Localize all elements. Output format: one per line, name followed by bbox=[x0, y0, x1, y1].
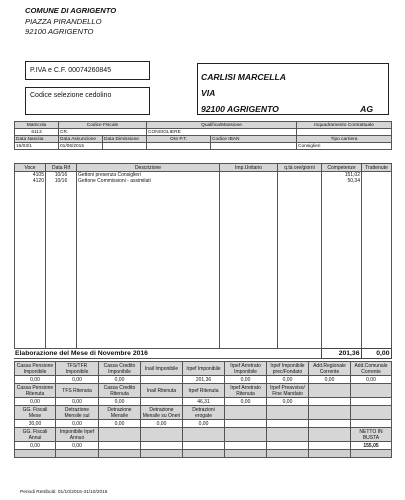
voices-ritr-column bbox=[362, 172, 392, 347]
info-header-assunzione: Data Assunzione bbox=[59, 136, 103, 143]
summary-value bbox=[141, 442, 183, 450]
voices-header-competenze: Competenze bbox=[322, 164, 362, 172]
summary-value bbox=[351, 420, 392, 428]
summary-value bbox=[99, 442, 141, 450]
summary-value: 0,00 bbox=[141, 420, 183, 428]
summary-filler bbox=[15, 450, 56, 458]
info-ore bbox=[147, 143, 211, 150]
summary-filler bbox=[141, 450, 183, 458]
summary-label bbox=[141, 428, 183, 442]
summary-value: 0,00 bbox=[99, 398, 141, 406]
selection-code-box: Codice selezione cedolino bbox=[25, 87, 150, 115]
summary-label: Cassa Credito Ritenuta bbox=[99, 384, 141, 398]
voices-code-column bbox=[15, 172, 46, 347]
summary-label: Add.Comunale Corrente bbox=[351, 362, 392, 376]
voices-table bbox=[14, 163, 392, 349]
summary-label: TFS/TFR Imponibile bbox=[56, 362, 99, 376]
employer-city: 92100 AGRIGENTO bbox=[25, 27, 94, 36]
summary-label: Cassa Pensione Ritenuta bbox=[15, 384, 56, 398]
summary-label: Irpef Ritenuta bbox=[183, 384, 225, 398]
voices-header-data: Data Rif bbox=[46, 164, 77, 172]
summary-label: Cassa Pensione Imponibile bbox=[15, 362, 56, 376]
summary-label bbox=[267, 406, 309, 420]
summary-table bbox=[14, 361, 392, 458]
summary-label: Irpef Arretrato Imponibile bbox=[225, 362, 267, 376]
voice-code: 4120 bbox=[32, 178, 44, 184]
info-qualifica: CONSIGLIERE bbox=[147, 129, 297, 136]
net-pay-value: 155,05 bbox=[351, 442, 392, 450]
summary-value: 0,00 bbox=[56, 376, 99, 384]
summary-label: Imponibile Irpef Annuo bbox=[56, 428, 99, 442]
summary-value: 0,00 bbox=[56, 442, 99, 450]
summary-label bbox=[309, 406, 351, 420]
info-header-carriera: Tipo carriera bbox=[297, 136, 392, 143]
summary-value: 0,00 bbox=[309, 376, 351, 384]
summary-filler bbox=[56, 450, 99, 458]
summary-value: 201,36 bbox=[183, 376, 225, 384]
recipient-province: AG bbox=[360, 104, 373, 114]
voice-description: Gettoni presenza Consiglieri bbox=[78, 172, 141, 178]
voice-date: 10/16 bbox=[54, 178, 68, 184]
voices-header-trattenute: Trattenute bbox=[362, 164, 392, 172]
summary-value bbox=[309, 420, 351, 428]
footer-period: Periodi Retribuiti: 01/10/2016-31/10/2016 bbox=[20, 490, 108, 495]
summary-label: TFS Ritenuta bbox=[56, 384, 99, 398]
summary-value bbox=[225, 442, 267, 450]
summary-filler bbox=[99, 450, 141, 458]
employer-header bbox=[25, 6, 116, 38]
voice-date: 10/16 bbox=[54, 172, 68, 178]
summary-label bbox=[225, 428, 267, 442]
voices-header-voce: Voce bbox=[15, 164, 46, 172]
voices-header-unitario: Imp.Unitario bbox=[220, 164, 278, 172]
summary-value bbox=[309, 442, 351, 450]
summary-value bbox=[183, 442, 225, 450]
summary-label bbox=[351, 384, 392, 398]
employee-info-table bbox=[14, 121, 392, 150]
total-trattenute: 0,00 bbox=[361, 349, 391, 359]
voices-unit-column bbox=[220, 172, 278, 347]
summary-value bbox=[351, 398, 392, 406]
summary-value: 0,00 bbox=[99, 376, 141, 384]
summary-value: 0,00 bbox=[267, 376, 309, 384]
employer-street: PIAZZA PIRANDELLO bbox=[25, 16, 102, 26]
info-inquadramento bbox=[297, 129, 392, 136]
summary-label bbox=[183, 428, 225, 442]
summary-value: 0,00 bbox=[183, 420, 225, 428]
summary-value bbox=[267, 420, 309, 428]
info-header-cf: Codice Fiscale bbox=[59, 122, 147, 129]
info-header-inquadramento: Inquadramento Contrattuale bbox=[297, 122, 392, 129]
summary-label: Detrazione Mensile sul bbox=[56, 406, 99, 420]
summary-value: 0,00 bbox=[56, 398, 99, 406]
summary-filler bbox=[309, 450, 351, 458]
info-dimissione bbox=[103, 143, 147, 150]
recipient-street: VIA bbox=[201, 88, 216, 98]
summary-label: Inail Ritenuta bbox=[141, 384, 183, 398]
summary-label: Irpef Preavviso/ Fine Mandato bbox=[267, 384, 309, 398]
info-header-matricola: Matricola bbox=[15, 122, 59, 129]
info-nascita: 16/03/1 bbox=[15, 143, 59, 150]
recipient-city: 92100 AGRIGENTO bbox=[201, 104, 279, 114]
summary-filler bbox=[225, 450, 267, 458]
voice-competenze: 151,02 bbox=[344, 172, 360, 178]
summary-label: GG. Fiscali Annui bbox=[15, 428, 56, 442]
voice-competenze: 50,34 bbox=[347, 178, 360, 184]
summary-value: 0,00 bbox=[99, 420, 141, 428]
summary-value: 0,00 bbox=[225, 398, 267, 406]
summary-label bbox=[309, 428, 351, 442]
info-cf: CR. bbox=[59, 129, 147, 136]
voices-header-qta: q.tà ore/giorni bbox=[278, 164, 322, 172]
summary-value bbox=[141, 398, 183, 406]
elaboration-row bbox=[14, 348, 392, 359]
piva-box: P.IVA e C.F. 00074260845 bbox=[25, 61, 150, 80]
recipient-name: CARLISI MARCELLA bbox=[201, 72, 286, 82]
summary-label: Irpef Imponibile prec/Fondato bbox=[267, 362, 309, 376]
summary-label: Detrazioni erogate bbox=[183, 406, 225, 420]
voices-header-descrizione: Descrizione bbox=[77, 164, 220, 172]
recipient-box bbox=[197, 63, 389, 115]
summary-label: GG. Fiscali Mese bbox=[15, 406, 56, 420]
summary-value: 0,00 bbox=[56, 420, 99, 428]
info-header-dimissione: Data Dimissione bbox=[103, 136, 147, 143]
voices-comp-column bbox=[322, 172, 362, 347]
employer-name: COMUNE DI AGRIGENTO bbox=[25, 6, 117, 15]
summary-label: Cassa Credito Imponibile bbox=[99, 362, 141, 376]
info-matricola: 6113 bbox=[15, 129, 59, 136]
elaboration-label: Elaborazione del Mese di Novembre 2016 bbox=[14, 349, 321, 359]
summary-label: Detrazione Mensile bbox=[99, 406, 141, 420]
summary-filler bbox=[351, 450, 392, 458]
info-iban bbox=[211, 143, 297, 150]
voices-desc-column bbox=[77, 172, 220, 347]
voice-code: 4105 bbox=[32, 172, 44, 178]
summary-value: 0,00 bbox=[15, 376, 56, 384]
summary-label: Inail Imponibile bbox=[141, 362, 183, 376]
summary-label bbox=[225, 406, 267, 420]
summary-value bbox=[309, 398, 351, 406]
summary-value bbox=[141, 376, 183, 384]
summary-value: 0,00 bbox=[267, 398, 309, 406]
summary-value bbox=[225, 420, 267, 428]
info-assunzione: 01/06/2015 bbox=[59, 143, 103, 150]
summary-value bbox=[267, 442, 309, 450]
voice-description: Gettone Commissioni - assimilati bbox=[78, 178, 151, 184]
summary-value: 0,00 bbox=[225, 376, 267, 384]
summary-value: 0,00 bbox=[15, 442, 56, 450]
summary-value: 46,31 bbox=[183, 398, 225, 406]
summary-label bbox=[309, 384, 351, 398]
summary-value: 30,00 bbox=[15, 420, 56, 428]
summary-value: 0,00 bbox=[351, 376, 392, 384]
voices-date-column bbox=[46, 172, 77, 347]
summary-label bbox=[267, 428, 309, 442]
info-header-iban: Codice IBAN bbox=[211, 136, 297, 143]
summary-label: Irpef Imponibile bbox=[183, 362, 225, 376]
summary-label bbox=[99, 428, 141, 442]
summary-label bbox=[351, 406, 392, 420]
summary-value: 0,00 bbox=[15, 398, 56, 406]
total-competenze: 201,36 bbox=[321, 349, 361, 359]
summary-label: NETTO IN BUSTA bbox=[351, 428, 392, 442]
summary-label: Irpef Arretrato Ritenuta bbox=[225, 384, 267, 398]
summary-label: Detrazione Mensile su Oneri bbox=[141, 406, 183, 420]
summary-filler bbox=[267, 450, 309, 458]
summary-label: Add.Regionale Corrente bbox=[309, 362, 351, 376]
info-header-nascita: Data Nascita bbox=[15, 136, 59, 143]
summary-filler bbox=[183, 450, 225, 458]
info-header-ore: Ore P.T. bbox=[147, 136, 211, 143]
voices-qty-column bbox=[278, 172, 322, 347]
info-header-qualifica: Qualifica/Mansione bbox=[147, 122, 297, 129]
info-carriera: Consiglieri bbox=[297, 143, 392, 150]
